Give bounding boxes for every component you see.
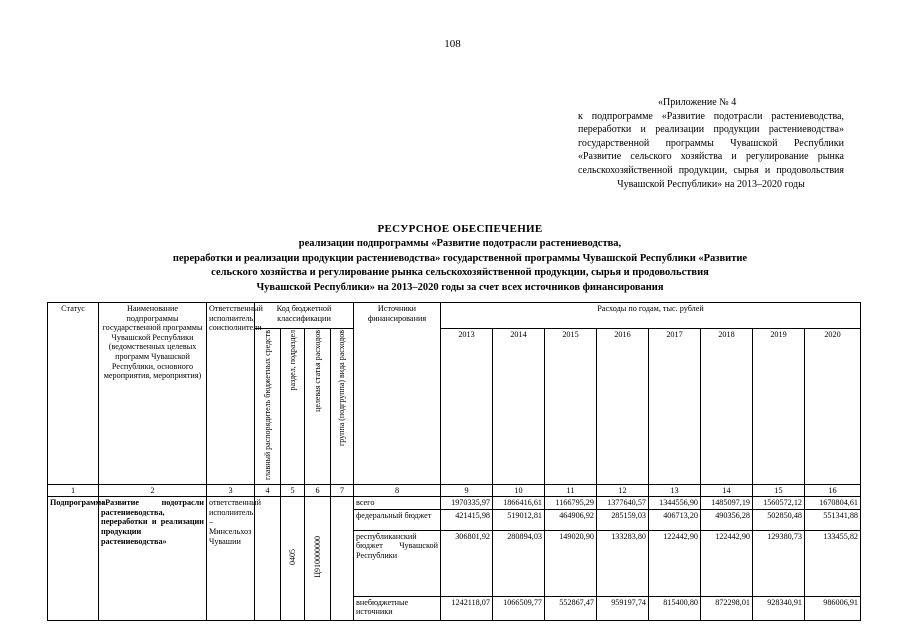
value-cell: 872298,01 <box>701 596 753 620</box>
col-number: 13 <box>649 484 701 497</box>
row-code-manager <box>255 497 281 621</box>
value-cell: 1485097,19 <box>701 497 753 510</box>
title-line-4: Чувашской Республики» на 2013–2020 годы за счет всех источников финансирования <box>256 282 664 294</box>
source-federal: федеральный бюджет <box>354 509 441 530</box>
header-status: Статус <box>48 303 99 485</box>
header-year-2019: 2019 <box>753 329 805 485</box>
value-cell: 1377640,57 <box>597 497 649 510</box>
value-cell: 149020,90 <box>545 530 597 596</box>
value-cell: 815400,80 <box>649 596 701 620</box>
header-code-group: группа (подгруппа) вида расходов <box>331 329 354 485</box>
col-number: 6 <box>305 484 331 497</box>
value-cell: 1866416,61 <box>493 497 545 510</box>
col-number: 12 <box>597 484 649 497</box>
value-cell: 280894,03 <box>493 530 545 596</box>
value-cell: 502850,48 <box>753 509 805 530</box>
appendix-body: к подпрограмме «Развитие подотрасли растениеводства, переработки и реализации продукции растениеводства» государственной программы Чувашской Республики «Развитие сельского хозяйства и регулирование рынка сельскохозяйственной продукции, сырья и продовольствия Чувашской Республики» на 2013–2020 годы <box>578 110 844 190</box>
value-cell: 928340,91 <box>753 596 805 620</box>
value-cell: 285159,03 <box>597 509 649 530</box>
value-cell: 1560572,12 <box>753 497 805 510</box>
row-code-target: Ц910000000 <box>305 497 331 621</box>
col-number: 9 <box>441 484 493 497</box>
value-cell: 1970335,97 <box>441 497 493 510</box>
title-line-1: реализации подпрограммы «Развитие подотрасли растениеводства, <box>298 237 622 249</box>
value-cell: 122442,90 <box>701 530 753 596</box>
header-budget-code: Код бюджетной классификации <box>255 303 354 329</box>
value-cell: 421415,98 <box>441 509 493 530</box>
row-status: Подпрограмма <box>48 497 99 621</box>
page-number: 108 <box>444 38 461 50</box>
value-cell: 519012,81 <box>493 509 545 530</box>
table-row <box>48 497 861 510</box>
header-year-2015: 2015 <box>545 329 597 485</box>
header-executor: Ответственный исполнитель, соисполнители <box>207 303 255 485</box>
title-main: РЕСУРСНОЕ ОБЕСПЕЧЕНИЕ <box>377 223 543 235</box>
source-extrabudgetary: внебюджетные источники <box>354 596 441 620</box>
col-number: 10 <box>493 484 545 497</box>
col-number: 7 <box>331 484 354 497</box>
value-cell: 1344556,90 <box>649 497 701 510</box>
value-cell: 1242118,07 <box>441 596 493 620</box>
row-executor: ответственный исполнитель – Минсельхоз Чувашии <box>207 497 255 621</box>
appendix-head: «Приложение № 4 <box>658 97 737 108</box>
header-year-2014: 2014 <box>493 329 545 485</box>
document-title <box>90 222 830 296</box>
resource-table <box>47 302 861 621</box>
value-cell: 551341,88 <box>805 509 861 530</box>
col-number: 1 <box>48 484 99 497</box>
value-cell: 133283,80 <box>597 530 649 596</box>
col-number: 8 <box>354 484 441 497</box>
header-name: Наименование подпрограммы государственной программы Чувашской Республики (ведомственных целевых программ Чувашской Республики, основного мероприятия, мероприятия) <box>99 303 207 485</box>
header-year-2016: 2016 <box>597 329 649 485</box>
col-number: 11 <box>545 484 597 497</box>
value-cell: 986006,91 <box>805 596 861 620</box>
col-number: 2 <box>99 484 207 497</box>
value-cell: 122442,90 <box>649 530 701 596</box>
title-line-3: сельского хозяйства и регулирование рынка сельскохозяйственной продукции, сырья и продовольствия <box>211 267 709 279</box>
value-cell: 1166795,29 <box>545 497 597 510</box>
value-cell: 1066509,77 <box>493 596 545 620</box>
value-cell: 1670804,61 <box>805 497 861 510</box>
column-numbers-row <box>48 484 861 497</box>
header-code-target: целевая статья расходов <box>305 329 331 485</box>
row-code-section: 0405 <box>281 497 305 621</box>
value-cell: 306801,92 <box>441 530 493 596</box>
row-name: «Развитие подотрасли растениеводства, переработки и реализации продукции растениеводства» <box>99 497 207 621</box>
col-number: 4 <box>255 484 281 497</box>
title-line-2: переработки и реализации продукции растениеводства» государственной программы Чувашской Республики «Развитие <box>172 252 748 264</box>
header-expenses: Расходы по годам, тыс. рублей <box>441 303 861 329</box>
col-number: 5 <box>281 484 305 497</box>
value-cell: 464906,92 <box>545 509 597 530</box>
value-cell: 133455,82 <box>805 530 861 596</box>
col-number: 16 <box>805 484 861 497</box>
col-number: 15 <box>753 484 805 497</box>
header-year-2018: 2018 <box>701 329 753 485</box>
value-cell: 959197,74 <box>597 596 649 620</box>
value-cell: 406713,20 <box>649 509 701 530</box>
header-code-manager: главный распорядитель бюджетных средств <box>255 329 281 485</box>
col-number: 3 <box>207 484 255 497</box>
header-code-section: раздел, подраздел <box>281 329 305 485</box>
appendix-note <box>578 96 844 191</box>
source-total: всего <box>354 497 441 510</box>
header-sources: Источники финансирования <box>354 303 441 485</box>
value-cell: 490356,28 <box>701 509 753 530</box>
value-cell: 129380,73 <box>753 530 805 596</box>
col-number: 14 <box>701 484 753 497</box>
header-year-2020: 2020 <box>805 329 861 485</box>
source-republic: республиканский бюджет Чувашской Республики <box>354 530 441 596</box>
header-year-2013: 2013 <box>441 329 493 485</box>
header-year-2017: 2017 <box>649 329 701 485</box>
value-cell: 552867,47 <box>545 596 597 620</box>
row-code-group <box>331 497 354 621</box>
